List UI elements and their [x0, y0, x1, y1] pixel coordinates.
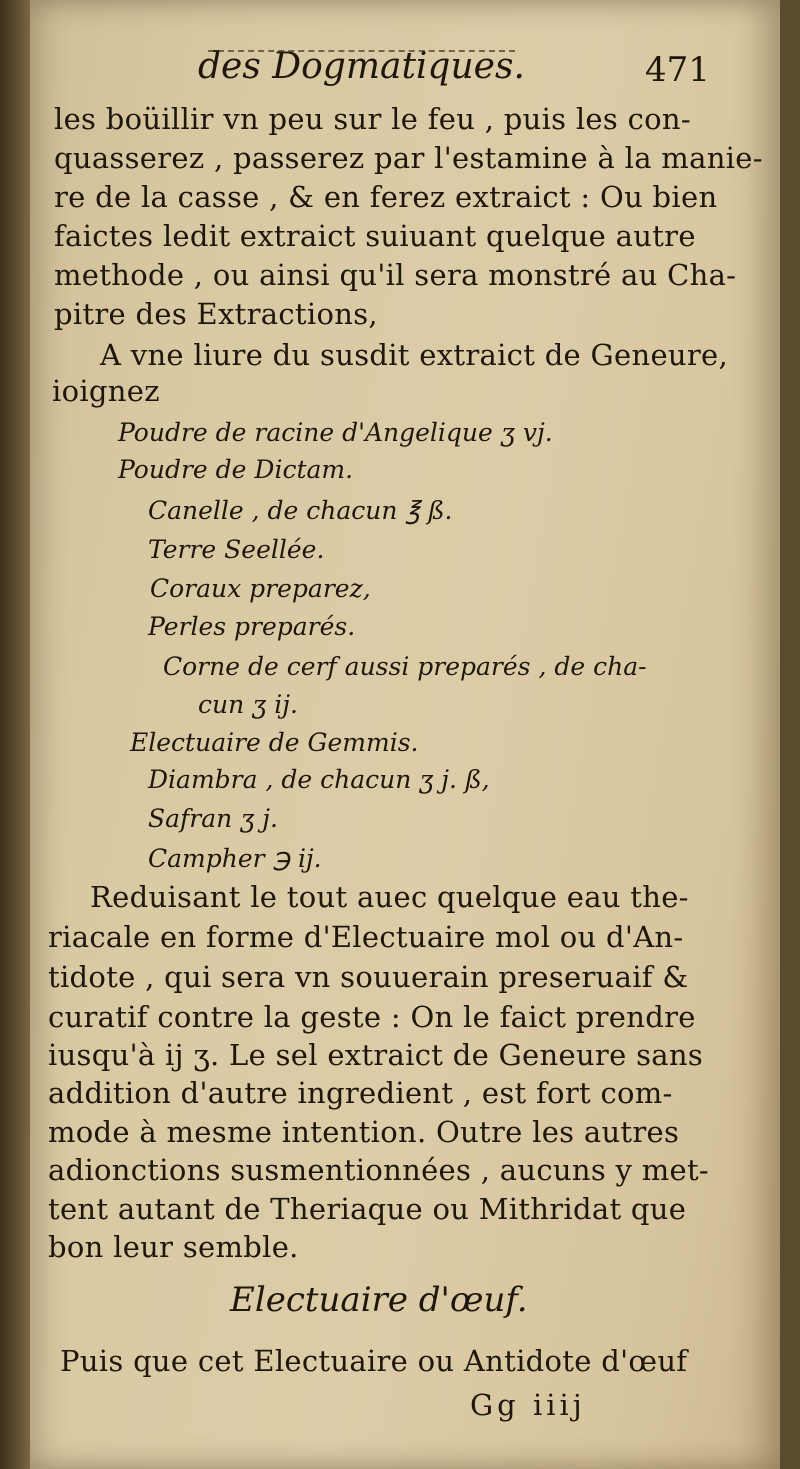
text-line: tent autant de Theriaque ou Mithridat que: [48, 1192, 687, 1226]
recipe-item: Corne de cerf aussi preparés , de cha-: [163, 652, 647, 681]
text-line: Reduisant le tout auec quelque eau the-: [90, 880, 689, 914]
text-line: riacale en forme d'Electuaire mol ou d'An-: [48, 920, 684, 954]
text-line: ioignez: [52, 374, 160, 408]
text-line: tidote , qui sera vn souuerain preseruaif &: [48, 960, 689, 994]
text-line: quasserez , passerez par l'estamine à la manie-: [54, 141, 763, 175]
signature-mark: Gg iiij: [470, 1388, 586, 1422]
text-line: faictes ledit extraict suiuant quelque autre: [54, 219, 696, 253]
book-spine-shadow: [0, 0, 30, 1469]
text-line: curatif contre la geste : On le faict prendre: [48, 1000, 696, 1034]
text-line: A vne liure du susdit extraict de Geneure,: [100, 338, 729, 372]
recipe-item: Poudre de racine d'Angelique ʒ vj.: [118, 418, 553, 447]
recipe-item: Poudre de Dictam.: [118, 455, 354, 484]
recipe-item: Safran ʒ j.: [148, 804, 278, 833]
text-line: les boüillir vn peu sur le feu , puis les con-: [54, 102, 691, 136]
recipe-item: cun ʒ ij.: [198, 690, 298, 719]
running-header-title: des Dogmatiques.: [198, 46, 525, 87]
recipe-item: Terre Seellée.: [148, 535, 325, 564]
text-line: adionctions susmentionnées , aucuns y met-: [48, 1153, 710, 1187]
recipe-item: Perles preparés.: [148, 612, 356, 641]
page-number: 471: [645, 50, 710, 90]
text-line: pitre des Extractions,: [54, 297, 378, 331]
text-line: addition d'autre ingredient , est fort com-: [48, 1076, 673, 1110]
recipe-item: Canelle , de chacun ℥ ß.: [148, 496, 453, 525]
recipe-item: Coraux preparez,: [150, 574, 371, 603]
text-line: mode à mesme intention. Outre les autres: [48, 1115, 680, 1149]
recipe-item: Campher ℈ ij.: [148, 844, 322, 873]
text-line: Puis que cet Electuaire ou Antidote d'œuf: [60, 1344, 688, 1378]
book-page: [30, 0, 780, 1469]
section-title: Electuaire d'œuf.: [230, 1280, 528, 1320]
text-line: iusqu'à ij ʒ. Le sel extraict de Geneure sans: [48, 1038, 703, 1072]
recipe-item: Electuaire de Gemmis.: [130, 728, 419, 757]
text-line: re de la casse , & en ferez extraict : Ou bien: [54, 180, 718, 214]
recipe-item: Diambra , de chacun ʒ j. ß,: [148, 765, 490, 794]
text-line: bon leur semble.: [48, 1230, 299, 1264]
text-line: methode , ou ainsi qu'il sera monstré au Cha-: [54, 258, 737, 292]
